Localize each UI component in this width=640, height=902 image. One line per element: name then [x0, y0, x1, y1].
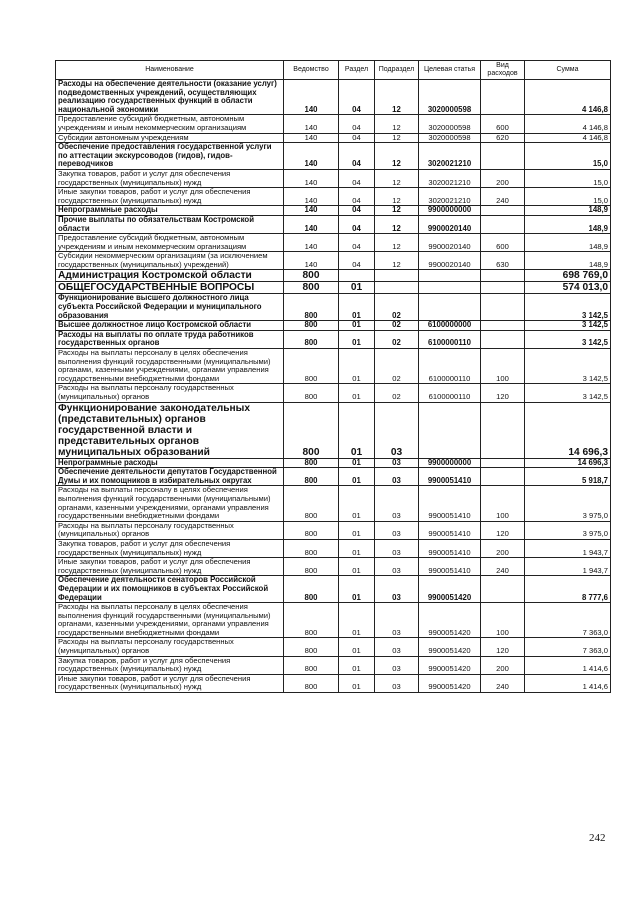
row-amount: 3 975,0 — [525, 521, 611, 539]
row-subsection: 12 — [375, 252, 419, 270]
row-name: Расходы на выплаты персоналу в целях обеспечения выполнения функций государственными (муниципальными) органами, казенными учреждениями, органами управления государственными внебюджетными фондами — [56, 603, 284, 638]
row-subsection — [375, 270, 419, 282]
row-target-article — [419, 282, 481, 294]
row-section: 01 — [339, 576, 375, 603]
row-name: Субсидии некоммерческим организациям (за исключением государственных (муниципальных) учреждений) — [56, 252, 284, 270]
row-subsection: 03 — [375, 458, 419, 468]
row-amount: 14 696,3 — [525, 402, 611, 458]
row-name: Расходы на выплаты персоналу в целях обеспечения выполнения функций государственными (муниципальными) органами, казенными учреждениями, органами управления государственными внебюджетными фондами — [56, 486, 284, 521]
table-body — [56, 80, 611, 693]
row-target-article: 6100000000 — [419, 321, 481, 331]
row-section: 04 — [339, 206, 375, 216]
row-subsection: 12 — [375, 188, 419, 206]
row-target-article: 9900051410 — [419, 521, 481, 539]
row-expense-type — [481, 330, 525, 348]
row-subsection: 03 — [375, 468, 419, 486]
row-subsection: 03 — [375, 656, 419, 674]
row-subsection: 03 — [375, 558, 419, 576]
row-subsection: 12 — [375, 206, 419, 216]
row-section: 04 — [339, 234, 375, 252]
row-name: Иные закупки товаров, работ и услуг для обеспечения государственных (муниципальных) нужд — [56, 674, 284, 692]
row-name: Субсидии автономным учреждениям — [56, 133, 284, 143]
row-section: 04 — [339, 169, 375, 187]
row-section: 04 — [339, 80, 375, 115]
row-subsection: 12 — [375, 115, 419, 133]
row-department: 800 — [284, 468, 339, 486]
row-subsection: 12 — [375, 133, 419, 143]
row-expense-type: 120 — [481, 638, 525, 656]
row-subsection: 03 — [375, 402, 419, 458]
table-row — [56, 576, 611, 603]
table-row — [56, 521, 611, 539]
row-name: Функционирование законодательных (представительных) органов государственной власти и представительных органов муниципальных образований — [56, 402, 284, 458]
row-section: 01 — [339, 294, 375, 321]
row-name: Иные закупки товаров, работ и услуг для обеспечения государственных (муниципальных) нужд — [56, 558, 284, 576]
row-section: 01 — [339, 458, 375, 468]
budget-table — [55, 60, 611, 693]
table-row — [56, 80, 611, 115]
table-row — [56, 468, 611, 486]
row-name: Расходы на выплаты по оплате труда работников государственных органов — [56, 330, 284, 348]
row-subsection: 02 — [375, 349, 419, 384]
row-department: 800 — [284, 349, 339, 384]
row-name: Иные закупки товаров, работ и услуг для обеспечения государственных (муниципальных) нужд — [56, 188, 284, 206]
header-section: Раздел — [339, 61, 375, 80]
row-subsection: 03 — [375, 521, 419, 539]
row-amount: 3 142,5 — [525, 321, 611, 331]
row-target-article: 9900020140 — [419, 252, 481, 270]
row-expense-type: 240 — [481, 674, 525, 692]
row-name: Расходы на выплаты персоналу государственных (муниципальных) органов — [56, 638, 284, 656]
row-department: 800 — [284, 330, 339, 348]
row-subsection: 03 — [375, 674, 419, 692]
row-expense-type — [481, 458, 525, 468]
row-expense-type: 200 — [481, 539, 525, 557]
row-expense-type — [481, 143, 525, 170]
row-name: Обеспечение предоставления государственной услуги по аттестации экскурсоводов (гидов), гидов-переводчиков — [56, 143, 284, 170]
row-name: Закупка товаров, работ и услуг для обеспечения государственных (муниципальных) нужд — [56, 169, 284, 187]
row-name: Высшее должностное лицо Костромской области — [56, 321, 284, 331]
row-amount: 148,9 — [525, 234, 611, 252]
table-header-row — [56, 61, 611, 80]
row-name: Расходы на выплаты персоналу государственных (муниципальных) органов — [56, 521, 284, 539]
row-name: Предоставление субсидий бюджетным, автономным учреждениям и иным некоммерческим организациям — [56, 115, 284, 133]
row-subsection: 03 — [375, 576, 419, 603]
row-expense-type: 630 — [481, 252, 525, 270]
row-name: Непрограммные расходы — [56, 458, 284, 468]
row-amount: 14 696,3 — [525, 458, 611, 468]
row-target-article — [419, 402, 481, 458]
row-subsection: 12 — [375, 234, 419, 252]
row-target-article: 6100000110 — [419, 349, 481, 384]
budget-table-container — [55, 60, 610, 693]
row-expense-type — [481, 270, 525, 282]
row-amount: 15,0 — [525, 188, 611, 206]
row-target-article — [419, 294, 481, 321]
row-expense-type: 100 — [481, 603, 525, 638]
table-row — [56, 674, 611, 692]
row-department: 800 — [284, 638, 339, 656]
table-row — [56, 539, 611, 557]
row-department: 800 — [284, 294, 339, 321]
row-expense-type — [481, 282, 525, 294]
row-subsection — [375, 282, 419, 294]
row-subsection: 02 — [375, 384, 419, 402]
row-target-article: 9900051420 — [419, 656, 481, 674]
row-section: 01 — [339, 384, 375, 402]
row-department: 140 — [284, 234, 339, 252]
row-expense-type: 240 — [481, 188, 525, 206]
row-target-article: 9900051410 — [419, 558, 481, 576]
row-expense-type — [481, 80, 525, 115]
header-subsection: Подраздел — [375, 61, 419, 80]
row-section: 04 — [339, 115, 375, 133]
row-target-article — [419, 270, 481, 282]
row-department: 140 — [284, 143, 339, 170]
row-name: Закупка товаров, работ и услуг для обеспечения государственных (муниципальных) нужд — [56, 539, 284, 557]
row-department: 800 — [284, 674, 339, 692]
table-row — [56, 234, 611, 252]
row-amount: 148,9 — [525, 215, 611, 233]
row-expense-type — [481, 215, 525, 233]
table-row — [56, 206, 611, 216]
row-section: 01 — [339, 638, 375, 656]
row-target-article: 9900051410 — [419, 539, 481, 557]
row-name: Обеспечение деятельности сенаторов Российской Федерации и их помощников в субъектах Российской Федерации — [56, 576, 284, 603]
header-expense-type: Вид расходов — [481, 61, 525, 80]
row-department: 800 — [284, 384, 339, 402]
header-target-article: Целевая статья — [419, 61, 481, 80]
row-name: Расходы на выплаты персоналу в целях обеспечения выполнения функций государственными (муниципальными) органами, казенными учреждениями, органами управления государственными внебюджетными фондами — [56, 349, 284, 384]
row-subsection: 12 — [375, 215, 419, 233]
row-expense-type: 100 — [481, 486, 525, 521]
row-department: 800 — [284, 270, 339, 282]
row-target-article: 9900000000 — [419, 458, 481, 468]
table-row — [56, 143, 611, 170]
row-name: Функционирование высшего должностного лица субъекта Российской Федерации и муниципального образования — [56, 294, 284, 321]
header-name: Наименование — [56, 61, 284, 80]
row-section — [339, 270, 375, 282]
table-row — [56, 384, 611, 402]
row-name: Расходы на обеспечение деятельности (оказание услуг) подведомственных учреждений, осуществляющих реализацию государственных функций в области национальной экономики — [56, 80, 284, 115]
row-section: 01 — [339, 674, 375, 692]
row-section: 04 — [339, 215, 375, 233]
row-amount: 1 943,7 — [525, 539, 611, 557]
row-department: 800 — [284, 539, 339, 557]
row-subsection: 02 — [375, 294, 419, 321]
row-section: 01 — [339, 402, 375, 458]
row-section: 01 — [339, 486, 375, 521]
row-expense-type — [481, 321, 525, 331]
row-section: 04 — [339, 133, 375, 143]
row-expense-type: 240 — [481, 558, 525, 576]
page-number: 242 — [589, 832, 606, 844]
row-section: 01 — [339, 521, 375, 539]
row-subsection: 12 — [375, 80, 419, 115]
row-department: 800 — [284, 521, 339, 539]
row-department: 800 — [284, 656, 339, 674]
row-section: 01 — [339, 468, 375, 486]
row-amount: 7 363,0 — [525, 603, 611, 638]
table-row — [56, 349, 611, 384]
row-name: Расходы на выплаты персоналу государственных (муниципальных) органов — [56, 384, 284, 402]
row-amount: 148,9 — [525, 252, 611, 270]
row-expense-type — [481, 468, 525, 486]
table-row — [56, 270, 611, 282]
row-subsection: 03 — [375, 539, 419, 557]
row-section: 01 — [339, 603, 375, 638]
header-department: Ведомство — [284, 61, 339, 80]
row-expense-type — [481, 402, 525, 458]
row-department: 800 — [284, 486, 339, 521]
table-row — [56, 638, 611, 656]
row-department: 800 — [284, 603, 339, 638]
row-amount: 3 142,5 — [525, 384, 611, 402]
row-expense-type: 620 — [481, 133, 525, 143]
row-expense-type — [481, 576, 525, 603]
table-row — [56, 282, 611, 294]
table-row — [56, 252, 611, 270]
row-amount: 3 142,5 — [525, 294, 611, 321]
row-amount: 574 013,0 — [525, 282, 611, 294]
row-amount: 4 146,8 — [525, 115, 611, 133]
table-row — [56, 115, 611, 133]
row-expense-type: 200 — [481, 656, 525, 674]
row-target-article: 3020021210 — [419, 169, 481, 187]
row-department: 140 — [284, 80, 339, 115]
row-department: 800 — [284, 282, 339, 294]
row-amount: 4 146,8 — [525, 80, 611, 115]
row-section: 01 — [339, 539, 375, 557]
row-amount: 1 414,6 — [525, 656, 611, 674]
row-expense-type: 200 — [481, 169, 525, 187]
row-target-article: 9900051420 — [419, 603, 481, 638]
table-row — [56, 188, 611, 206]
row-department: 140 — [284, 133, 339, 143]
row-name: Прочие выплаты по обязательствам Костромской области — [56, 215, 284, 233]
row-section: 01 — [339, 656, 375, 674]
row-amount: 148,9 — [525, 206, 611, 216]
row-target-article: 9900051420 — [419, 674, 481, 692]
row-name: Обеспечение деятельности депутатов Государственной Думы и их помощников в избирательных округах — [56, 468, 284, 486]
row-name: Администрация Костромской области — [56, 270, 284, 282]
row-amount: 15,0 — [525, 169, 611, 187]
row-target-article: 3020000598 — [419, 115, 481, 133]
row-section: 04 — [339, 188, 375, 206]
row-subsection: 12 — [375, 169, 419, 187]
row-target-article: 3020021210 — [419, 143, 481, 170]
row-expense-type: 600 — [481, 234, 525, 252]
row-section: 01 — [339, 330, 375, 348]
row-section: 01 — [339, 321, 375, 331]
row-department: 800 — [284, 321, 339, 331]
row-amount: 1 414,6 — [525, 674, 611, 692]
table-row — [56, 215, 611, 233]
table-row — [56, 603, 611, 638]
row-target-article: 6100000110 — [419, 384, 481, 402]
row-expense-type — [481, 206, 525, 216]
row-section: 01 — [339, 349, 375, 384]
row-name: Закупка товаров, работ и услуг для обеспечения государственных (муниципальных) нужд — [56, 656, 284, 674]
table-row — [56, 294, 611, 321]
row-department: 140 — [284, 169, 339, 187]
table-row — [56, 402, 611, 458]
row-amount: 3 142,5 — [525, 330, 611, 348]
row-amount: 8 777,6 — [525, 576, 611, 603]
row-target-article: 9900051420 — [419, 638, 481, 656]
row-amount: 1 943,7 — [525, 558, 611, 576]
row-section: 04 — [339, 252, 375, 270]
row-name: Непрограммные расходы — [56, 206, 284, 216]
row-department: 140 — [284, 215, 339, 233]
row-expense-type — [481, 294, 525, 321]
row-amount: 5 918,7 — [525, 468, 611, 486]
row-amount: 3 142,5 — [525, 349, 611, 384]
table-row — [56, 321, 611, 331]
row-subsection: 02 — [375, 321, 419, 331]
row-amount: 4 146,8 — [525, 133, 611, 143]
row-name: ОБЩЕГОСУДАРСТВЕННЫЕ ВОПРОСЫ — [56, 282, 284, 294]
row-target-article: 3020021210 — [419, 188, 481, 206]
row-name: Предоставление субсидий бюджетным, автономным учреждениям и иным некоммерческим организациям — [56, 234, 284, 252]
row-target-article: 9900020140 — [419, 215, 481, 233]
row-department: 140 — [284, 206, 339, 216]
row-subsection: 03 — [375, 638, 419, 656]
row-subsection: 12 — [375, 143, 419, 170]
row-department: 800 — [284, 402, 339, 458]
row-amount: 15,0 — [525, 143, 611, 170]
row-subsection: 03 — [375, 603, 419, 638]
row-section: 01 — [339, 558, 375, 576]
row-department: 140 — [284, 252, 339, 270]
table-row — [56, 169, 611, 187]
row-expense-type: 100 — [481, 349, 525, 384]
row-expense-type: 120 — [481, 384, 525, 402]
row-target-article: 9900051410 — [419, 468, 481, 486]
row-department: 140 — [284, 188, 339, 206]
row-target-article: 3020000598 — [419, 80, 481, 115]
table-row — [56, 558, 611, 576]
row-target-article: 9900020140 — [419, 234, 481, 252]
header-amount: Сумма — [525, 61, 611, 80]
row-expense-type: 120 — [481, 521, 525, 539]
row-subsection: 03 — [375, 486, 419, 521]
row-department: 800 — [284, 558, 339, 576]
row-subsection: 02 — [375, 330, 419, 348]
table-row — [56, 486, 611, 521]
row-target-article: 9900051420 — [419, 576, 481, 603]
row-department: 140 — [284, 115, 339, 133]
row-section: 04 — [339, 143, 375, 170]
row-section: 01 — [339, 282, 375, 294]
row-amount: 7 363,0 — [525, 638, 611, 656]
row-expense-type: 600 — [481, 115, 525, 133]
row-department: 800 — [284, 576, 339, 603]
row-target-article: 9900051410 — [419, 486, 481, 521]
row-department: 800 — [284, 458, 339, 468]
row-amount: 3 975,0 — [525, 486, 611, 521]
row-target-article: 3020000598 — [419, 133, 481, 143]
row-target-article: 6100000110 — [419, 330, 481, 348]
row-amount: 698 769,0 — [525, 270, 611, 282]
row-target-article: 9900000000 — [419, 206, 481, 216]
table-row — [56, 330, 611, 348]
table-row — [56, 656, 611, 674]
